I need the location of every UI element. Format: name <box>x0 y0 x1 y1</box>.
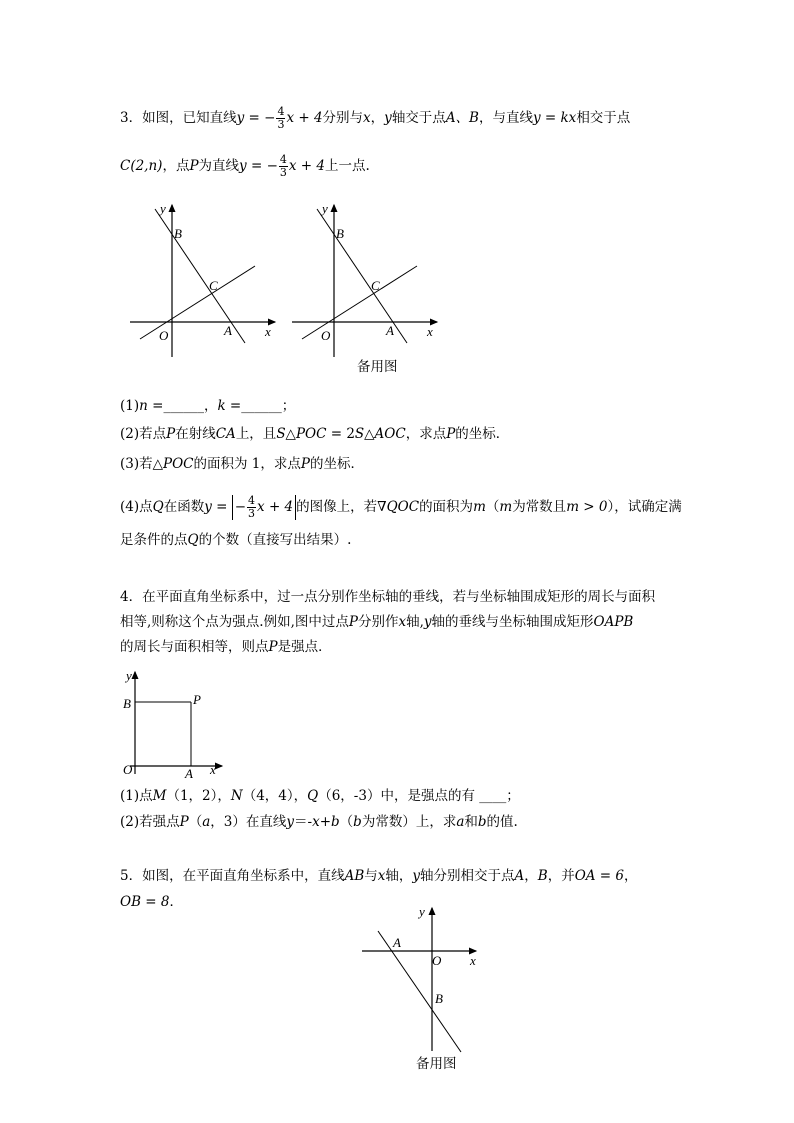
q3-figures <box>120 195 450 360</box>
q5-figure <box>360 902 485 1054</box>
var: P <box>189 158 199 174</box>
text: ，点 <box>162 158 190 174</box>
fraction <box>247 495 256 520</box>
text: 分别作 <box>357 614 399 630</box>
text: 轴交于点 <box>391 110 446 126</box>
answer-blank: ______ <box>241 398 282 414</box>
var: y <box>384 110 392 126</box>
text: ， <box>624 868 638 884</box>
text: 5．如图，在平面直角坐标系中，直线 <box>120 868 345 884</box>
text: ； <box>506 788 520 804</box>
text: ，并 <box>547 868 575 884</box>
var: N <box>230 788 243 804</box>
var: Q <box>152 499 164 515</box>
text: 的坐标． <box>309 456 364 472</box>
var: P <box>268 639 278 655</box>
denominator: 3 <box>279 166 287 179</box>
var: x <box>377 868 386 884</box>
q3-sub2 <box>120 428 509 442</box>
text: (2)若强点 <box>120 814 180 830</box>
figure-caption: 备用图 <box>357 359 398 375</box>
text: 轴, <box>406 614 424 630</box>
text: 上，且 <box>235 426 277 442</box>
var: Q <box>187 532 199 548</box>
label-o: O <box>159 328 169 343</box>
label-c: C <box>209 278 218 293</box>
label-x: x <box>210 762 216 777</box>
text: 轴分别相交于点 <box>420 868 515 884</box>
label-a: A <box>224 323 232 338</box>
numerator: 4 <box>248 494 256 507</box>
fraction <box>279 154 288 179</box>
var: x <box>398 614 407 630</box>
text: ，求点 <box>405 426 447 442</box>
q4-line1: 4．在平面直角坐标系中，过一点分别作坐标轴的垂线，若与坐标轴围成矩形的周长与面积 <box>120 589 656 605</box>
text: （6，‐3）中，是强点的有 <box>318 788 475 804</box>
equation: y = − <box>239 158 278 174</box>
equation: y = kx <box>532 110 577 126</box>
line-oc <box>140 266 255 339</box>
label-b: B <box>174 226 182 241</box>
label-o: O <box>432 953 442 968</box>
text: ； <box>281 398 296 414</box>
var: P <box>348 614 358 630</box>
points: A、B <box>445 110 479 126</box>
label-a: A <box>393 935 401 950</box>
text: 足条件的点 <box>120 532 188 548</box>
text: 的面积为 <box>419 499 474 515</box>
label-b: B <box>123 696 131 711</box>
text: 是强点． <box>277 639 332 655</box>
text: 在函数 <box>163 499 205 515</box>
var: n = <box>139 398 164 414</box>
label-x: x <box>427 324 433 339</box>
label-x: x <box>265 324 271 339</box>
text: (4)点 <box>120 499 153 515</box>
var: b <box>353 814 362 830</box>
text: 的周长与面积相等，则点 <box>120 639 269 655</box>
text: 相等,则称这个点为强点.例如,图中过点 <box>120 614 349 630</box>
q3-sub4-line2 <box>120 534 351 548</box>
question-number: 3． <box>120 110 143 126</box>
text: 的个数（直接写出结果）. <box>198 532 352 548</box>
q3-figure-1 <box>130 201 275 357</box>
text: （ <box>339 814 354 830</box>
var: M <box>152 788 167 804</box>
var: Q <box>307 788 319 804</box>
text: （ <box>188 814 203 830</box>
text: 轴， <box>385 868 413 884</box>
var: B <box>537 868 548 884</box>
var: m <box>473 499 486 515</box>
text: 为常数且 <box>512 499 567 515</box>
text: (1)点 <box>120 788 153 804</box>
label-y: y <box>126 668 132 683</box>
denominator: 3 <box>277 118 285 131</box>
var: P <box>166 426 176 442</box>
var: a <box>456 814 465 830</box>
label-y: y <box>322 201 328 216</box>
q3-sub3 <box>120 458 364 472</box>
q5-line1 <box>120 870 638 884</box>
equation: x + 4 <box>286 110 323 126</box>
q3-figure-2 <box>292 201 437 357</box>
var: x <box>312 814 320 830</box>
text: 相交于点 <box>576 110 631 126</box>
q3-line1 <box>120 106 630 131</box>
text: 在射线 <box>175 426 216 442</box>
var: a <box>202 814 211 830</box>
var: AB <box>344 868 365 884</box>
text: 为直线 <box>198 158 240 174</box>
equation: y = <box>204 499 228 515</box>
label-p: P <box>193 692 201 707</box>
text: 的值. <box>486 814 518 830</box>
text: ， <box>370 110 385 126</box>
var: A <box>514 868 525 884</box>
label-x: x <box>470 953 476 968</box>
text: 为常数）上，求 <box>361 814 457 830</box>
sign: − <box>234 499 247 515</box>
condition: m > 0 <box>566 499 608 515</box>
label-y: y <box>419 904 425 919</box>
equation: x + 4 <box>257 499 294 515</box>
line-ab <box>378 931 461 1052</box>
text: + <box>319 814 332 830</box>
denominator: 3 <box>248 507 256 520</box>
equation: OA = 6 <box>574 868 625 884</box>
text: ， <box>203 398 218 414</box>
text: ），试确定满 <box>607 499 682 515</box>
q4-sub2 <box>120 816 518 830</box>
q3-sub4-line1 <box>120 495 682 520</box>
text: 分别与 <box>322 110 364 126</box>
text: （1，2）， <box>166 788 231 804</box>
label-b: B <box>435 991 443 1006</box>
text: 和 <box>464 814 478 830</box>
point-c: C(2,n) <box>120 158 163 174</box>
answer-blank: ____ <box>479 788 507 804</box>
var: k = <box>217 398 242 414</box>
line-oc <box>302 266 417 339</box>
area-expr: S△AOC <box>354 426 406 442</box>
var: m <box>499 499 513 515</box>
var: CA <box>215 426 236 442</box>
text: (3)若 <box>120 456 153 472</box>
text: （ <box>485 499 500 515</box>
var: b <box>331 814 340 830</box>
text: ，3）在直线 <box>210 814 287 830</box>
text: ． <box>169 894 183 910</box>
var: y <box>412 868 421 884</box>
text: (2)若点 <box>120 426 167 442</box>
triangle: ∇QOC <box>377 499 420 515</box>
area-expr: S△POC <box>276 426 327 442</box>
text: 上一点. <box>325 158 370 174</box>
triangle: △POC <box>152 456 194 472</box>
text: = 2 <box>326 426 355 442</box>
numerator: 4 <box>277 105 285 118</box>
var: P <box>446 426 456 442</box>
label-o: O <box>123 762 133 777</box>
text: 的坐标． <box>455 426 510 442</box>
figure-caption: 备用图 <box>416 1056 457 1072</box>
label-y: y <box>160 201 166 216</box>
text: ，与直线 <box>478 110 533 126</box>
text: (1) <box>120 398 140 414</box>
equation: y = − <box>236 110 276 126</box>
equation: x + 4 <box>288 158 325 174</box>
q5-line2 <box>120 896 183 910</box>
numerator: 4 <box>279 153 287 166</box>
label-o: O <box>321 328 331 343</box>
label-c: C <box>371 278 380 293</box>
text: ＝‐ <box>294 814 313 830</box>
text: 如图，已知直线 <box>142 110 237 126</box>
var: P <box>300 456 310 472</box>
label-a: A <box>386 323 394 338</box>
text: （4，4）， <box>242 788 308 804</box>
q3-sub1 <box>120 400 295 414</box>
absolute-value <box>232 495 296 520</box>
var: x <box>363 110 371 126</box>
text: 的图像上，若 <box>296 499 378 515</box>
q4-line3 <box>120 641 332 655</box>
text: 的面积为 1，求点 <box>193 456 301 472</box>
q3-line2 <box>120 154 370 179</box>
label-a: A <box>185 766 193 780</box>
q4-figure <box>118 668 230 780</box>
label-b: B <box>336 226 344 241</box>
text: 轴的垂线与坐标轴围成矩形 <box>431 614 594 630</box>
rectangle-name: OAPB <box>593 614 634 630</box>
var: b <box>477 814 487 830</box>
var: P <box>179 814 189 830</box>
text: ， <box>524 868 538 884</box>
equation: OB = 8 <box>120 894 170 910</box>
q4-sub1 <box>120 790 520 804</box>
answer-blank: ______ <box>163 398 204 414</box>
fraction <box>276 106 285 131</box>
text: 与 <box>364 868 378 884</box>
var: y <box>423 614 432 630</box>
var: y <box>286 814 295 830</box>
q4-line2 <box>120 616 633 630</box>
